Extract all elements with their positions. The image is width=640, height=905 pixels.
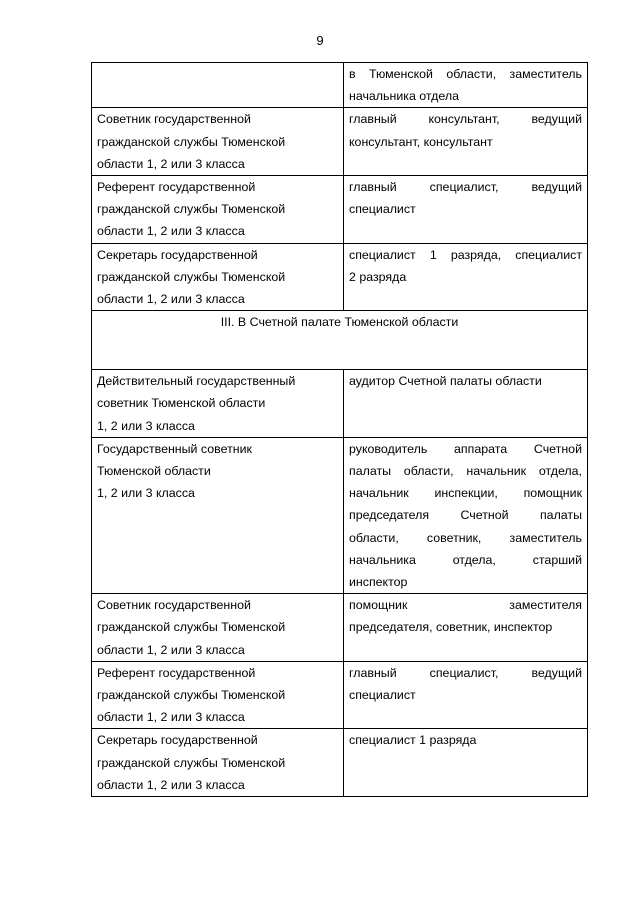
position-cell-line: руководитель аппарата Счетной	[349, 441, 582, 456]
class-rank-cell-line: Секретарь государственной	[97, 247, 258, 262]
position-cell-line: главный специалист, ведущий	[349, 665, 582, 680]
class-rank-cell-line: гражданской службы Тюменской	[97, 755, 286, 770]
position-cell-line: в Тюменской области, заместитель	[349, 67, 582, 81]
position-cell-line: инспектор	[349, 575, 408, 590]
position-cell	[344, 594, 588, 662]
class-rank-cell-line: области 1, 2 или 3 класса	[97, 292, 245, 307]
class-rank-cell-line: гражданской службы Тюменской	[97, 688, 286, 703]
class-rank-cell-line: области 1, 2 или 3 класса	[97, 710, 245, 725]
position-cell-line: 2 разряда	[349, 269, 407, 284]
class-rank-cell	[92, 729, 344, 797]
class-rank-cell-line: Государственный советник	[97, 441, 252, 456]
position-cell-line: специалист 1 разряда	[349, 733, 477, 748]
class-rank-cell-line: Тюменской области	[97, 464, 211, 479]
section-heading-row	[92, 311, 588, 370]
class-rank-cell-line: гражданской службы Тюменской	[97, 202, 286, 217]
class-rank-cell-line: области 1, 2 или 3 класса	[97, 224, 245, 239]
page-number: 9	[316, 33, 324, 48]
position-cell-line: специалист	[349, 202, 416, 217]
class-rank-cell-line: области 1, 2 или 3 класса	[97, 777, 245, 792]
position-cell	[344, 176, 588, 244]
table-row	[92, 594, 588, 662]
table-row	[92, 370, 588, 438]
position-cell	[344, 63, 588, 108]
position-cell	[344, 437, 588, 593]
position-cell-line: начальника отдела, старший	[349, 552, 582, 567]
position-cell	[344, 370, 588, 438]
position-cell	[344, 661, 588, 729]
position-cell-line: консультант, консультант	[349, 134, 493, 149]
class-rank-cell-line: Секретарь государственной	[97, 733, 258, 748]
class-rank-cell	[92, 661, 344, 729]
class-rank-cell-line: гражданской службы Тюменской	[97, 269, 286, 284]
class-rank-cell-line: гражданской службы Тюменской	[97, 620, 286, 635]
class-rank-cell	[92, 437, 344, 593]
class-rank-cell	[92, 594, 344, 662]
table-row	[92, 108, 588, 176]
table-body	[92, 63, 588, 797]
position-cell-line: специалист	[349, 688, 416, 703]
class-rank-cell-line: 1, 2 или 3 класса	[97, 486, 195, 501]
class-rank-cell	[92, 63, 344, 108]
class-rank-cell-line: гражданской службы Тюменской	[97, 134, 286, 149]
position-cell-line: начальник инспекции, помощник	[349, 486, 582, 501]
table-row	[92, 437, 588, 593]
table-row	[92, 729, 588, 797]
position-cell-line: председателя, советник, инспектор	[349, 620, 553, 635]
class-rank-cell-line: 1, 2 или 3 класса	[97, 418, 195, 433]
class-rank-cell-line: советник Тюменской области	[97, 396, 266, 411]
class-rank-cell-line: Действительный государственный	[97, 374, 296, 389]
class-rank-cell-line: Советник государственной	[97, 112, 251, 127]
position-cell-line: главный консультант, ведущий	[349, 112, 582, 127]
position-cell-line: начальника отдела	[349, 89, 459, 104]
position-cell-line: области, советник, заместитель	[349, 530, 582, 545]
table-row	[92, 176, 588, 244]
class-rank-cell-line: области 1, 2 или 3 класса	[97, 156, 245, 171]
table-row	[92, 661, 588, 729]
position-cell-line: специалист 1 разряда, специалист	[349, 247, 582, 262]
position-cell-line: главный специалист, ведущий	[349, 180, 582, 195]
position-cell-line: председателя Счетной палаты	[349, 508, 582, 523]
position-cell-line: помощник заместителя	[349, 598, 582, 613]
table-row	[92, 243, 588, 311]
class-rank-cell-line: Советник государственной	[97, 598, 251, 613]
class-rank-cell-line: области 1, 2 или 3 класса	[97, 642, 245, 657]
class-rank-cell	[92, 370, 344, 438]
position-cell	[344, 729, 588, 797]
position-cell-line: палаты области, начальник отдела,	[349, 464, 582, 479]
position-cell	[344, 108, 588, 176]
class-rank-cell-line: Референт государственной	[97, 665, 256, 680]
table-row	[92, 63, 588, 108]
class-rank-table	[91, 62, 588, 797]
class-rank-cell-line: Референт государственной	[97, 180, 256, 195]
class-rank-cell	[92, 243, 344, 311]
class-rank-cell	[92, 176, 344, 244]
position-cell	[344, 243, 588, 311]
section-heading: III. В Счетной палате Тюменской области	[92, 311, 588, 370]
class-rank-cell	[92, 108, 344, 176]
position-cell-line: аудитор Счетной палаты области	[349, 374, 542, 389]
